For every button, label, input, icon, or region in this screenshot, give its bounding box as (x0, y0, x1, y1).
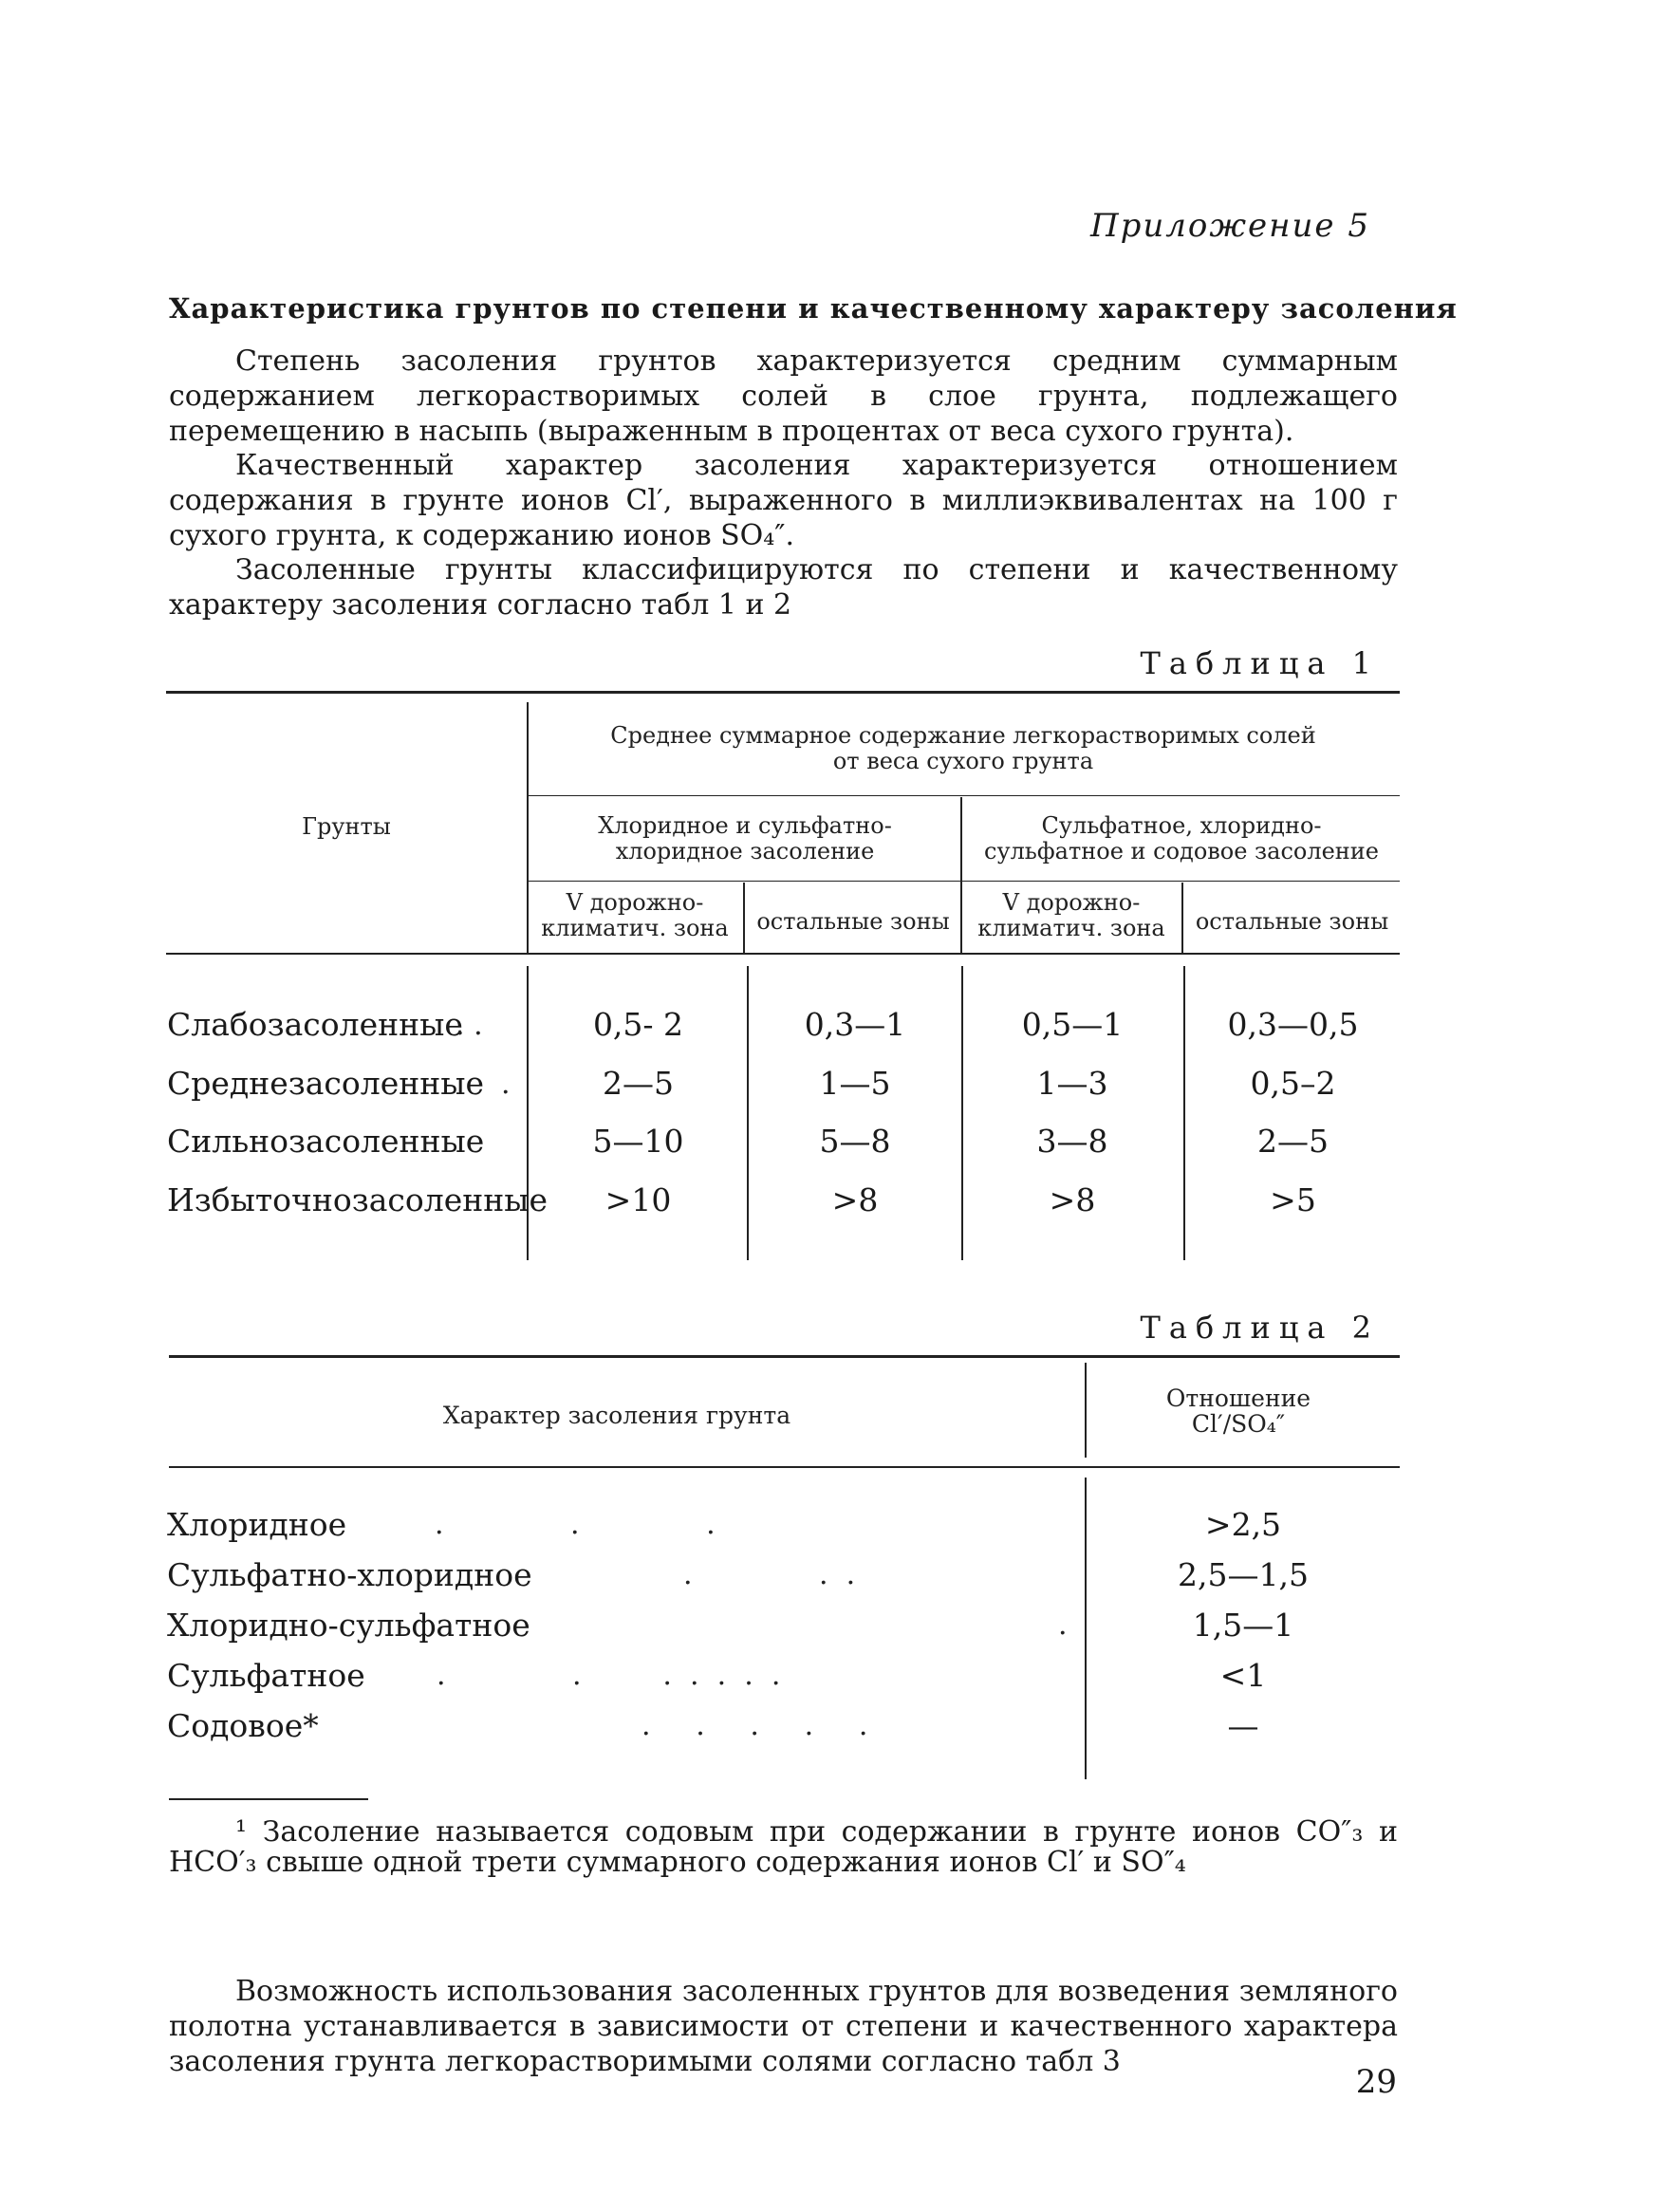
row-dots: . . . (683, 1558, 856, 1591)
cell-other-sulfate: 0,3—0,5 (1227, 1006, 1359, 1043)
cell-zone-v-sulfate: >8 (1049, 1181, 1096, 1218)
page-number: 29 (1355, 2063, 1397, 2101)
table2-body-vline (1085, 1478, 1087, 1779)
ratio-value: — (1227, 1707, 1259, 1744)
row-dots: . . (456, 1009, 483, 1042)
ratio-value: 2,5—1,5 (1178, 1556, 1309, 1593)
table1-group-rule (528, 795, 1400, 796)
table1-col-soils: Грунты (302, 813, 391, 840)
table1-body-vline-3 (961, 966, 963, 1260)
paragraph-salinity-degree: Степень засоления грунтов характеризуется средним суммарным содержанием легкорастворимых солей в слое грунта, подлежащего перемещению в насыпь (выраженным в процентах от веса сухого грунта). (169, 344, 1398, 448)
row-label: Содовое* (167, 1707, 319, 1744)
table1-header-bottom-rule (166, 953, 1400, 955)
cell-other-chloride: 0,3—1 (804, 1006, 906, 1043)
table1-body-vline-4 (1183, 966, 1185, 1260)
table1-zone-other-b: остальные зоны (1195, 908, 1389, 935)
table1-subgroup-rule (528, 881, 1400, 882)
cell-zone-v-sulfate: 1—3 (1036, 1065, 1108, 1102)
footnote-rule (169, 1798, 368, 1800)
cell-other-sulfate: 0,5–2 (1250, 1065, 1336, 1102)
cell-zone-v-chloride: 2—5 (603, 1065, 674, 1102)
row-label: Хлоридное (167, 1506, 347, 1543)
cell-other-sulfate: >5 (1270, 1181, 1316, 1218)
cell-other-sulfate: 2—5 (1257, 1123, 1329, 1160)
table1-vline-2 (743, 883, 745, 953)
ratio-value: 1,5—1 (1192, 1607, 1294, 1644)
cell-zone-v-chloride: >10 (604, 1181, 672, 1218)
row-label: Избыточнозасоленные (167, 1181, 549, 1218)
table2-col-ratio: Отношение Cl′/SO₄″ (1165, 1385, 1311, 1438)
table1-subgroup-sulfate: Сульфатное, хлоридно-сульфатное и содовое засоление (984, 812, 1379, 864)
row-label: Сильнозасоленные (167, 1123, 485, 1160)
table2-caption: Таблица 2 (1140, 1310, 1380, 1346)
table1-caption: Таблица 1 (1140, 645, 1380, 681)
row-dots: . . . (435, 1508, 716, 1541)
cell-other-chloride: 1—5 (819, 1065, 891, 1102)
row-label: Среднезасоленные (167, 1065, 485, 1102)
cell-other-chloride: >8 (831, 1181, 879, 1218)
row-dots: . (501, 1068, 511, 1101)
paragraph-classification: Засоленные грунты классифицируются по степени и качественному характеру засоления согласно табл 1 и 2 (169, 553, 1398, 622)
table1-vline-mid (960, 797, 962, 953)
table1-top-rule (166, 691, 1400, 694)
table1-zone-v-a: V дорожно-климатич. зона (541, 889, 729, 941)
table2-top-rule (169, 1355, 1400, 1358)
row-label: Сульфатное (167, 1657, 365, 1694)
ratio-value: >2,5 (1204, 1506, 1282, 1543)
table1-col-group: Среднее суммарное содержание легкорастворимых солей от веса сухого грунта (610, 722, 1316, 774)
cell-zone-v-chloride: 5—10 (592, 1123, 684, 1160)
table2-header-vline (1085, 1363, 1087, 1458)
appendix-label: Приложение 5 (1089, 207, 1370, 245)
table1-zone-v-b: V дорожно-климатич. зона (977, 889, 1165, 941)
cell-other-chloride: 5—8 (819, 1123, 891, 1160)
paragraph-salinity-character: Качественный характер засоления характеризуется отношением содержания в грунте ионов Cl′, выраженного в миллиэквивалентах на 100 г сухого грунта, к содержанию ионов SO₄″. (169, 449, 1398, 552)
row-label: Хлоридно-сульфатное (167, 1607, 530, 1644)
table1-vline-1 (527, 702, 529, 953)
footnote: ¹ Засоление называется содовым при содержании в грунте ионов CO″₃ и HCO′₃ свыше одной трети суммарного содержания ионов Cl′ и SO″₄ (169, 1815, 1398, 1879)
row-label: Сульфатно-хлоридное (167, 1556, 532, 1593)
table1-body-vline-2 (747, 966, 749, 1260)
table1-subgroup-chloride: Хлоридное и сульфатно-хлоридное засоление (598, 812, 892, 864)
row-dots: . (1058, 1608, 1068, 1642)
row-dots: . . . . . . . (437, 1659, 781, 1692)
table2-header-bottom-rule (169, 1466, 1400, 1468)
table1-zone-other-a: остальные зоны (756, 908, 950, 935)
paragraph-closing: Возможность использования засоленных грунтов для возведения земляного полотна устанавливается в зависимости от степени и качественного характера засоления грунта легкорастворимыми солями согласно табл 3 (169, 1975, 1398, 2078)
table2-col-character: Характер засоления грунта (442, 1402, 791, 1429)
row-dots: . . . . . (642, 1709, 868, 1742)
ratio-value: <1 (1219, 1657, 1267, 1694)
section-heading: Характеристика грунтов по степени и качественному характеру засоления (169, 292, 1458, 325)
cell-zone-v-sulfate: 0,5—1 (1021, 1006, 1124, 1043)
cell-zone-v-sulfate: 3—8 (1036, 1123, 1108, 1160)
row-label: Слабозасоленные (167, 1006, 463, 1043)
cell-zone-v-chloride: 0,5- 2 (592, 1006, 684, 1043)
table1-vline-3 (1181, 883, 1183, 953)
